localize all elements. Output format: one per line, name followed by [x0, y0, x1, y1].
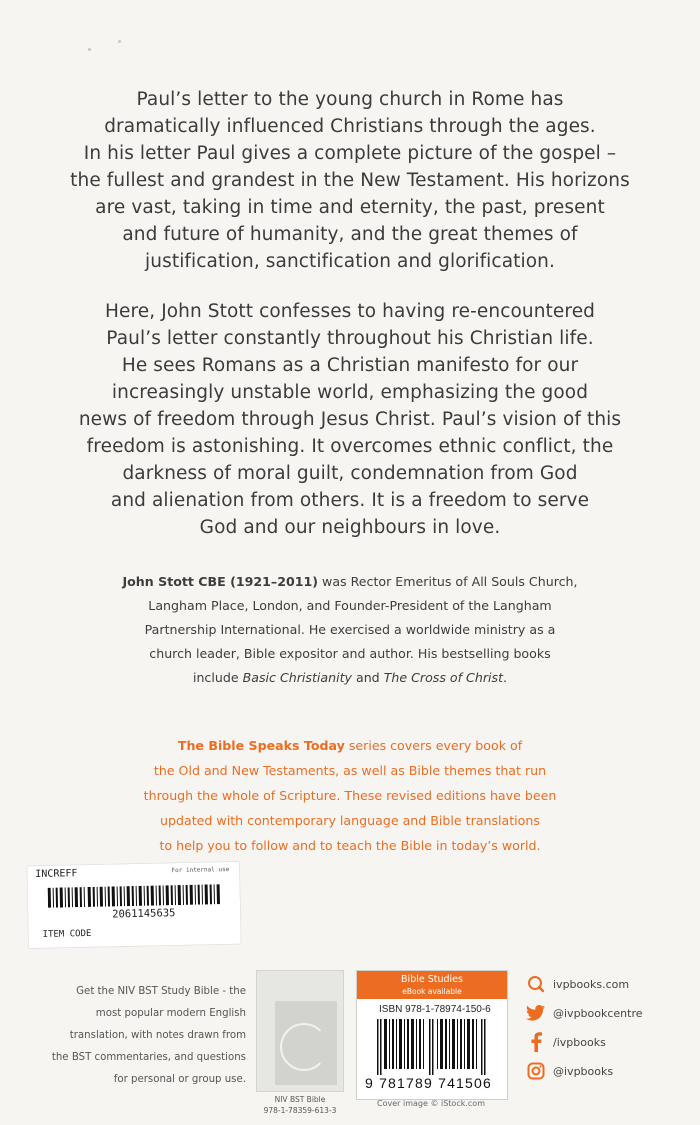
speck: [88, 48, 91, 51]
social-links: [525, 972, 695, 1088]
sticker-number: 2061145635: [112, 907, 176, 921]
thumbnail-title: NIV BST Bible: [274, 1095, 326, 1104]
series-description: [90, 733, 610, 858]
search-icon: [525, 973, 547, 995]
series-text: series covers every book of: [344, 738, 523, 753]
blurb-line: Paul’s letter to the young church in Rome has: [136, 89, 564, 110]
series-line: updated with contemporary language and Bible translations: [160, 813, 540, 828]
blurb-line: darkness of moral guilt, condemnation from God: [122, 463, 578, 484]
sticker-item-code-label: ITEM CODE: [42, 928, 92, 940]
series-line: the Old and New Testaments, as well as Bible themes that run: [153, 763, 547, 778]
instagram-icon: [525, 1060, 547, 1082]
thumbnail-circle-graphic: [280, 1023, 328, 1071]
inventory-sticker: [27, 862, 241, 948]
isbn-panel: [356, 970, 508, 1100]
promo-line: the BST commentaries, and questions: [51, 1052, 246, 1063]
bio-text: and: [351, 670, 384, 685]
blurb-paragraph-1: [40, 86, 660, 275]
blurb-line: Here, John Stott confesses to having re-encountered: [104, 301, 596, 322]
blurb-line: In his letter Paul gives a complete picture of the gospel –: [83, 143, 617, 164]
series-line: to help you to follow and to teach the Bible in today’s world.: [159, 838, 541, 853]
book-title: Basic Christianity: [242, 670, 352, 685]
bio-text: was Rector Emeritus of All Souls Church,: [318, 574, 578, 589]
thumbnail-card: [275, 1001, 337, 1085]
sticker-brand: INCREFF: [35, 868, 78, 881]
bio-line: Partnership International. He exercised a worldwide ministry as a: [144, 622, 556, 637]
ebook-label: eBook available: [402, 987, 462, 996]
bio-text: include: [192, 670, 243, 685]
blurb-line: justification, sanctification and glorification.: [145, 251, 555, 272]
isbn-text: ISBN 978-1-78974-150-6: [379, 1004, 491, 1015]
author-name: John Stott CBE (1921–2011): [122, 574, 319, 589]
facebook-icon: [525, 1031, 547, 1053]
bio-line: Langham Place, London, and Founder-President of the Langham: [148, 598, 552, 613]
promo-line: Get the NIV BST Study Bible - the: [76, 986, 246, 997]
social-instagram[interactable]: [525, 1059, 695, 1083]
blurb-line: dramatically influenced Christians through the ages.: [104, 116, 596, 137]
study-bible-thumbnail: [256, 970, 344, 1092]
sticker-barcode: [48, 884, 228, 908]
blurb-line: God and our neighbours in love.: [199, 517, 501, 538]
author-bio: [100, 570, 600, 690]
category-band: [357, 971, 507, 999]
social-facebook[interactable]: [525, 1030, 695, 1054]
social-twitter-text: @ivpbookcentre: [553, 1006, 643, 1020]
blurb-line: and future of humanity, and the great themes of: [122, 224, 578, 245]
barcode-digits: 9 781789 741506: [365, 1075, 492, 1091]
blurb-line: increasingly unstable world, emphasizing the good: [111, 382, 589, 403]
isbn-barcode: [377, 1019, 487, 1075]
bio-text: .: [503, 670, 508, 685]
social-website-text: ivpbooks.com: [553, 977, 630, 991]
series-line: through the whole of Scripture. These revised editions have been: [143, 788, 557, 803]
sticker-note: For internal use: [171, 865, 230, 875]
blurb-line: and alienation from others. It is a freedom to serve: [110, 490, 590, 511]
blurb-line: are vast, taking in time and eternity, the past, present: [95, 197, 605, 218]
social-instagram-text: @ivpbooks: [553, 1064, 614, 1078]
thumbnail-isbn: 978-1-78359-613-3: [263, 1106, 337, 1115]
study-bible-promo: [30, 981, 246, 1091]
social-website[interactable]: [525, 972, 695, 996]
blurb-line: Paul’s letter constantly throughout his Christian life.: [106, 328, 594, 349]
series-name: The Bible Speaks Today: [177, 738, 345, 753]
category-label: Bible Studies: [401, 974, 463, 985]
cover-image-credit: Cover image © iStock.com: [377, 1099, 485, 1108]
blurb-line: freedom is astonishing. It overcomes ethnic conflict, the: [86, 436, 614, 457]
blurb-paragraph-2: [40, 298, 660, 541]
thumbnail-caption: [252, 1094, 348, 1116]
promo-line: translation, with notes drawn from: [69, 1030, 246, 1041]
bio-line: church leader, Bible expositor and author. His bestselling books: [149, 646, 551, 661]
promo-line: for personal or group use.: [113, 1074, 246, 1085]
blurb-line: He sees Romans as a Christian manifesto for our: [121, 355, 579, 376]
promo-line: most popular modern English: [95, 1008, 246, 1019]
book-title: The Cross of Christ: [383, 670, 504, 685]
social-facebook-text: /ivpbooks: [553, 1035, 606, 1049]
social-twitter[interactable]: [525, 1001, 695, 1025]
blurb-line: the fullest and grandest in the New Testament. His horizons: [70, 170, 630, 191]
speck: [118, 40, 121, 43]
blurb-line: news of freedom through Jesus Christ. Paul’s vision of this: [78, 409, 622, 430]
twitter-icon: [525, 1002, 547, 1024]
